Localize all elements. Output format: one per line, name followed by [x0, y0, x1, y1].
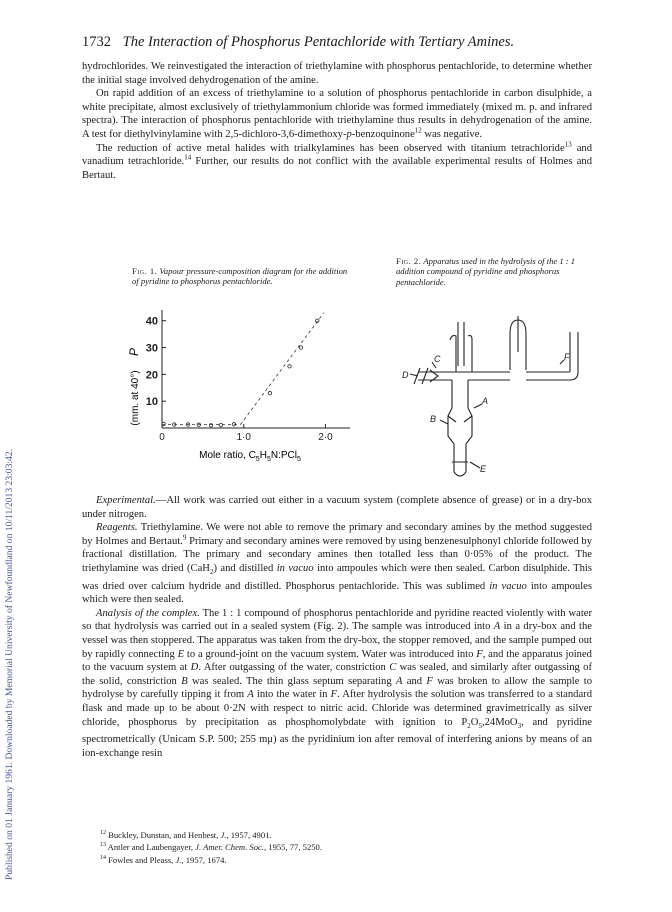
intro-paragraph-2: On rapid addition of an excess of triethylamine to a solution of phosphorus pentachloride in carbon disulphide, a white precipitate, almost exclusively of triethylammonium chloride was formed immediately (mixed m. p. and infrared spectra). The interaction of phosphorus pentachloride with triethylamine thus results in dehydrogenation of the amine. A test for diethylvinylamine with 2,5-dichloro-3,6-dimethoxy-p-benzoquinone$^{12}$ was negative.: [82, 88, 592, 140]
figure-1-chart: [110, 300, 360, 470]
intro-paragraph-3: The reduction of active metal halides with trialkylamines has been observed with titanium tetrachloride$^{13}$ and vanadium tetrachloride.$^{14}$ Further, our results do not conflict with the available experimental results of Holmes and Bertaut.: [82, 140, 593, 181]
apparatus-lower-tube: [454, 444, 466, 472]
reagents-heading: Reagents.: [96, 522, 138, 534]
vessel-a: [448, 408, 472, 444]
y-axis-unit: (mm. at 40°): [130, 370, 141, 426]
y-axis-symbol: P: [127, 347, 141, 357]
analysis-paragraph: Analysis of the complex. The 1 : 1 compound of phosphorus pentachloride and pyridine reacted violently with water so that hydrolysis was carried out in a sealed system (Fig. 2). The sample was introduced into A in a dry-box and the vessel was then stoppered. The apparatus was taken from the dry-box, the stopper removed, and the sample pumped out by rapidly connecting E to a ground-joint on the vacuum system. Water was introduced into F, and the apparatus joined to the vacuum system at D. After outgassing of the water, constriction C was sealed, and similarly after outgassing of the solid, constriction B was sealed. The thin glass septum separating A and F was broken to allow the sample to hydrolyse by carefully tipping it from A into the water in F. After hydrolysis the solution was transferred to a standard flask and made up to be about 0·2N with respect to nitric acid. Chloride was determined gravimetrically as silver chloride, phosphorus by precipitation as phosphomolybdate with ignition to $P_2O_5,24MoO_3$, and pyridine spectrometrically (Unicam S.P. 500; 255 mμ) as the pyridinium ion after removal of interfering anions by means of an ion-exchange resin: [82, 607, 593, 759]
y-axis-label: [127, 348, 141, 426]
chart-ticks: [146, 316, 333, 443]
apparatus-inner-tube: [450, 336, 472, 373]
data-points: [162, 319, 319, 427]
intro-text: [82, 60, 592, 182]
apparatus-tube-left: [458, 322, 464, 366]
footnote-14: $^{14}$ Fowles and Pleass, J., 1957, 1674.: [100, 854, 227, 865]
y-tick-label: 40: [145, 315, 158, 328]
rise-line: [240, 313, 323, 425]
label-f: F: [564, 352, 570, 362]
reagents-paragraph: Reagents. Triethylamine. We were not able to remove the primary and secondary amines by the method suggested by Holmes and Bertaut.$^9$ Primary and secondary amines were removed by using benzenesulphonyl chloride followed by fractional distillation. The primary and secondary amines then totalled less than 0·05% of the product. The triethylamine was dried (CaH$_2$) and distilled in vacuo into ampoules which were then sealed. Carbon disulphide. This was dried over calcium hydride and distilled. Phosphorus pentachloride. This was sublimed in vacuo into ampoules which were then sealed.: [82, 522, 592, 606]
page-number: 1732: [82, 34, 111, 50]
reference-marker: 12: [414, 126, 422, 135]
footnote-13: $^{13}$ Antler and Laubengayer, J. Amer. Chem. Soc., 1955, 77, 5250.: [100, 842, 322, 853]
reference-marker: 9: [182, 533, 187, 542]
trend-lines: [162, 313, 324, 425]
x-axis-label: Mole ratio, $C_5H_5N:PCl_5$: [199, 450, 301, 463]
apparatus-down-tube: [452, 380, 468, 408]
y-tick-label: 20: [145, 369, 158, 382]
data-point: [288, 365, 291, 368]
figure-1-label: Fig. 1.: [132, 266, 158, 276]
label-a: A: [482, 396, 489, 406]
reference-marker: 13: [564, 140, 572, 149]
figure-1-caption-text: Vapour pressure-composition diagram for the addition of pyridine to phosphorus pentachloride.: [132, 266, 348, 287]
data-point: [219, 423, 222, 426]
x-tick-label: 0: [159, 432, 165, 443]
label-d: D: [402, 370, 409, 380]
figure-2-label: Fig. 2.: [396, 256, 422, 266]
label-e: E: [480, 464, 487, 474]
footnote-12: $^{12}$ Buckley, Dunstan, and Henbest, J., 1957, 4901.: [100, 829, 272, 840]
download-watermark: Published on 01 January 1961. Downloaded by Memorial University of Newfoundland on 10/11/2013 23:03:42.: [4, 448, 15, 880]
analysis-heading: Analysis of the complex.: [96, 607, 200, 619]
x-tick-label: 1·0: [236, 432, 251, 443]
chart-axes: [162, 310, 350, 428]
apparatus-horizontal-tube: [418, 372, 510, 380]
y-tick-label: 30: [145, 342, 158, 355]
label-c: C: [434, 354, 441, 364]
experimental-paragraph: Experimental.—All work was carried out either in a vacuum system (complete absence of grease) or in a dry-box under nitrogen.: [82, 495, 592, 520]
data-point: [268, 391, 271, 394]
reference-marker: 14: [184, 153, 192, 162]
experimental-section: [82, 494, 592, 761]
page-header: [82, 34, 592, 51]
apparatus-right-arm: [526, 332, 578, 380]
x-tick-label: 2·0: [318, 432, 333, 443]
running-title: The Interaction of Phosphorus Pentachloride with Tertiary Amines.: [122, 34, 515, 50]
experimental-heading: Experimental.: [96, 495, 156, 506]
figure-2-apparatus: [400, 312, 600, 482]
intro-paragraph-1: hydrochlorides. We reinvestigated the interaction of triethylamine with phosphorus pentachloride, to determine whether the initial stage involved dehydrogenation of the amine.: [82, 61, 592, 86]
figure-1-caption: [132, 266, 356, 287]
data-point: [299, 346, 302, 349]
footnotes: [100, 828, 590, 865]
constriction-b: [448, 416, 472, 422]
label-b: B: [430, 414, 437, 424]
y-tick-label: 10: [145, 396, 158, 409]
figure-2-caption: [396, 256, 592, 287]
figure-2-caption-text: Apparatus used in the hydrolysis of the 1 : 1 addition compound of pyridine and phosphorus pentachloride.: [396, 256, 576, 287]
